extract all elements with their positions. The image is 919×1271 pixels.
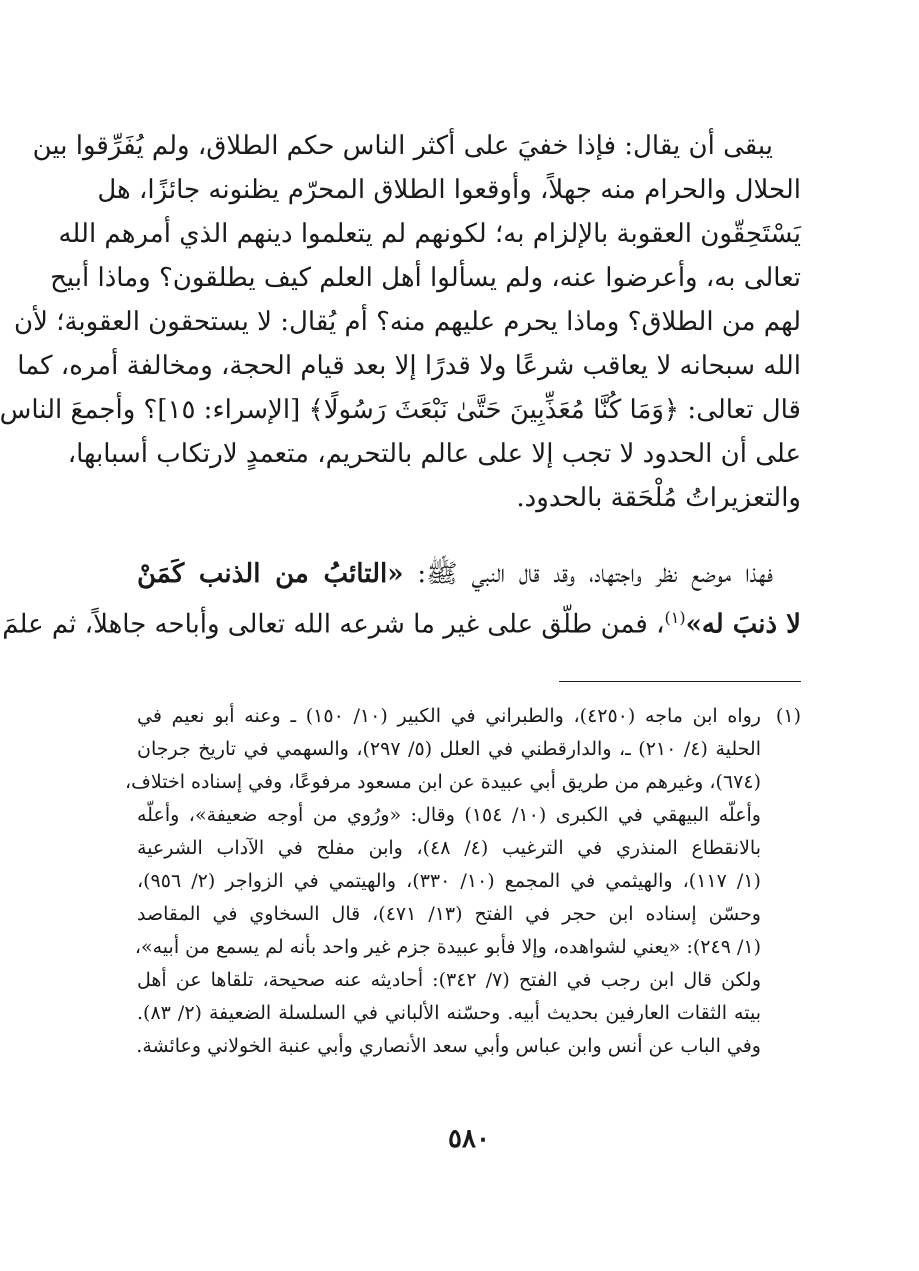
footnote-marker[interactable]: (١) bbox=[664, 608, 686, 627]
text-line: لهم من الطلاق؟ وماذا يحرم عليهم منه؟ أم يُقال: لا يستحقون العقوبة؛ لأن bbox=[14, 307, 801, 337]
footnote-line: وأعلّه البيهقي في الكبرى (١٠/ ١٥٤) وقال: «ورُوي من أوجه ضعيفة»، وأعلّه bbox=[137, 804, 761, 826]
hadith-line bbox=[137, 552, 801, 596]
footnote-line: (١/ ١١٧)، والهيثمي في المجمع (١٠/ ٣٣٠)، والهيتمي في الزواجر (٢/ ٩٥٦)، bbox=[137, 870, 761, 892]
footnote-line: بيته الثقات العارفين بحديث أبيه. وحسّنه الألباني في السلسلة الضعيفة (٢/ ٨٣). bbox=[137, 1002, 761, 1024]
footnote-line: ولكن قال ابن رجب في الفتح (٧/ ٣٤٢): أحاديثه عنه صحيحة، تلقاها عن أهل bbox=[137, 969, 761, 991]
footnote-text: رواه ابن ماجه (٤٢٥٠)، والطبراني في الكبير (١٠/ ١٥٠) ـ وعنه أبو نعيم في bbox=[137, 705, 761, 727]
footnote-line: (٦٧٤)، وغيرهم من طريق أبي عبيدة عن ابن مسعود مرفوعًا، وفي إسناده اختلاف، bbox=[125, 771, 761, 793]
text-line: الحلال والحرام منه جهلاً، وأوقعوا الطلاق المحرّم يظنونه جائزًا، هل bbox=[97, 175, 801, 205]
quran-verse-line: قال تعالى: ﴿وَمَا كُنَّا مُعَذِّبِينَ حَتَّىٰ نَبْعَثَ رَسُولًا﴾ [الإسراء: ١٥]؟ وأجمعَ الناس bbox=[0, 395, 801, 425]
hadith-quote: «التائبُ من الذنب كَمَنْ bbox=[137, 559, 404, 589]
footnote-line: بالانقطاع المنذري في الترغيب (٤/ ٤٨)، وابن مفلح في الآداب الشرعية bbox=[137, 837, 761, 859]
footnote-line bbox=[137, 700, 801, 733]
text-line: يبقى أن يقال: فإذا خفيَ على أكثر الناس حكم الطلاق، ولم يُفَرِّقوا بين bbox=[32, 131, 773, 161]
hadith-quote: لا ذنبَ له» bbox=[685, 609, 801, 640]
text-line: يَسْتَحِقّون العقوبة بالإلزام به؛ لكونهم لم يتعلموا دينهم الذي أمرهم الله bbox=[58, 219, 801, 249]
footnote bbox=[125, 700, 801, 1063]
text-line: على أن الحدود لا تجب إلا على عالم بالتحريم، متعمدٍ لارتكاب أسبابها، bbox=[67, 439, 801, 469]
footnote-number: (١) bbox=[775, 705, 801, 727]
footnote-line: وحسّن إسناده ابن حجر في الفتح (١٣/ ٤٧١)، قال السخاوي في المقاصد bbox=[137, 903, 761, 925]
paragraph-2 bbox=[2, 552, 801, 647]
text-line: والتعزيراتُ مُلْحَقة بالحدود. bbox=[516, 483, 801, 513]
footnote-line: الحلية (٤/ ٢١٠) ـ، والدارقطني في العلل (٥/ ٢٩٧)، والسهمي في تاريخ جرجان bbox=[137, 738, 761, 760]
text-segment: فهذا موضع نظر واجتهاد، وقد قال النبي ﷺ: bbox=[403, 559, 773, 589]
page-number: ٥٨٠ bbox=[448, 1124, 490, 1154]
footnote-line: وفي الباب عن أنس وابن عباس وأبي سعد الأنصاري وأبي عنبة الخولاني وعائشة. bbox=[136, 1035, 761, 1057]
text-line: الله سبحانه لا يعاقب شرعًا ولا قدرًا إلا بعد قيام الحجة، ومخالفة أمره، كما bbox=[17, 351, 801, 381]
paragraph-1 bbox=[0, 124, 801, 520]
footnote-line: (١/ ٢٤٩): «يعني لشواهده، وإلا فأبو عبيدة جزم غير واحد بأنه لم يسمع من أبيه»، bbox=[134, 936, 761, 958]
text-segment: ، فمن طلّق على غير ما شرعه الله تعالى وأباحه جاهلاً، ثم علمَ bbox=[2, 609, 665, 640]
text-line: تعالى به، وأعرضوا عنه، ولم يسألوا أهل العلم كيف يطلقون؟ وماذا أبيح bbox=[50, 263, 801, 293]
hadith-line bbox=[2, 596, 801, 647]
footnote-divider bbox=[559, 681, 801, 682]
